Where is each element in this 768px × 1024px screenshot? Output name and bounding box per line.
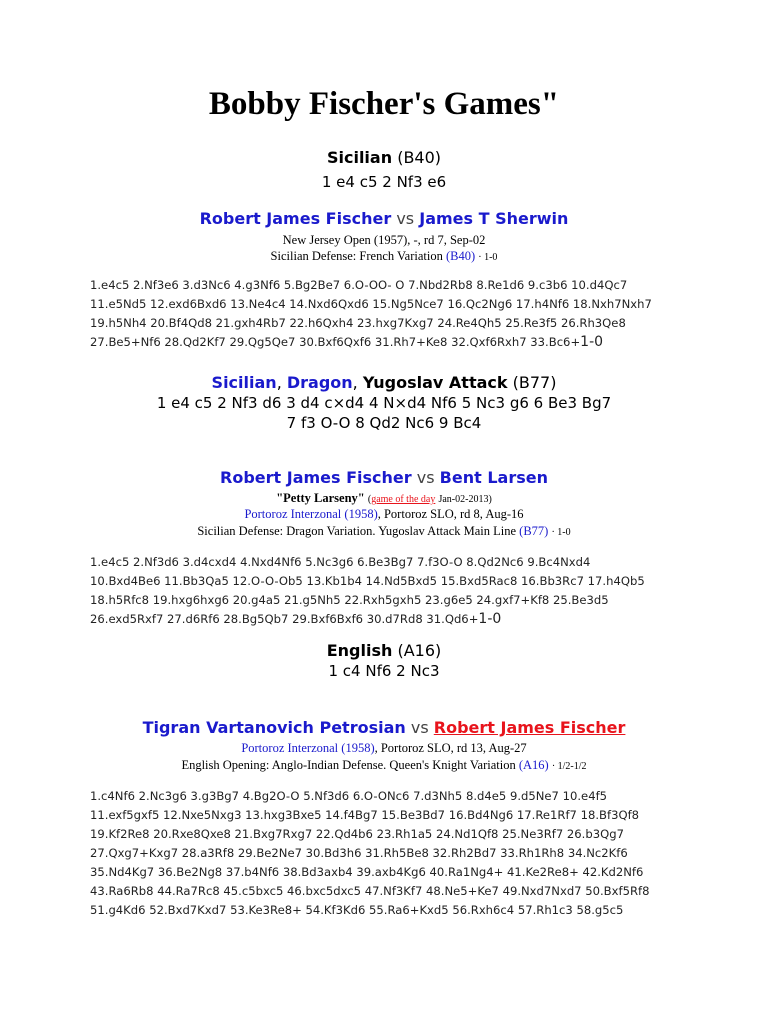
move-line: 43.Ra6Rb8 44.Ra7Rc8 45.c5bxc5 46.bxc5dxc5 47.Nf3Kf7 48.Ne5+Ke7 49.Nxd7Nxd7 50.Bxf5Rf8 [90,884,650,898]
opening-code: (A16) [397,641,442,660]
move-line [90,333,690,352]
move-line: 10.Bxd4Be6 11.Bb3Qa5 12.O-O-Ob5 13.Kb1b4 14.Nd5Bxd5 15.Bxd5Rac8 16.Bb3Rc7 17.h4Qb5 [90,574,645,588]
opening-moves-line1: 1 e4 c5 2 Nf3 d6 3 d4 c×d4 4 N×d4 Nf6 5 Nc3 g6 6 Be3 Bg7 [156,394,612,412]
result-small: · 1-0 [478,252,498,263]
opening-code: (B40) [397,148,442,167]
move-line-text: 26.exd5Rxf7 27.d6Rf6 28.Bg5Qb7 29.Bxf6Bxf6 30.d7Rd8 31.Qd6+ [90,612,479,626]
move-line [90,610,690,629]
white-player-link[interactable]: Tigran Vartanovich Petrosian [142,718,406,737]
game3-moves [90,787,690,920]
game-result: 1-0 [580,334,604,350]
move-line: 11.exf5gxf5 12.Nxe5Nxg3 13.hxg3Bxe5 14.f4Bg7 15.Be3Bd7 16.Bd4Ng6 17.Re1Rf7 18.Bf3Qf8 [90,808,640,822]
eco-link[interactable]: (B40) [445,249,476,263]
opening-header-dragon [0,373,768,433]
game2-players [0,468,768,488]
move-line: 11.e5Nd5 12.exd6Bxd6 13.Ne4c4 14.Nxd6Qxd6 15.Ng5Nce7 16.Qc2Ng6 17.h4Nf6 18.Nxh7Nxh7 [90,297,652,311]
black-player-link[interactable]: Robert James Fischer [433,718,626,737]
opening-title [0,148,768,168]
opening-code: (B77) [512,373,557,392]
black-player-link[interactable]: Bent Larsen [439,468,548,487]
move-line: 1.e4c5 2.Nf3d6 3.d4cxd4 4.Nxd4Nf6 5.Nc3g6 6.Be3Bg7 7.f3O-O 8.Qd2Nc6 9.Bc4Nxd4 [90,555,591,569]
move-line: 19.Kf2Re8 20.Rxe8Qxe8 21.Bxg7Rxg7 22.Qd4b6 23.Rh1a5 24.Nd1Qf8 25.Ne3Rf7 26.b3Qg7 [90,827,624,841]
result-small: · 1-0 [551,527,571,538]
game-of-the-day-link[interactable]: game of the day [371,494,436,505]
game2-event [0,506,768,523]
result-small: · 1/2-1/2 [551,761,587,772]
vs-label: vs [396,209,415,228]
gotd-date: Jan-02-2013) [438,494,492,505]
event-link[interactable]: Portoroz Interzonal (1958) [244,507,378,521]
move-line: 35.Nd4Kg7 36.Be2Ng8 37.b4Nf6 38.Bd3axb4 39.axb4Kg6 40.Ra1Ng4+ 41.Ke2Re8+ 42.Kd2Nf6 [90,865,644,879]
opening-name: English [326,641,393,660]
move-line: 27.Qxg7+Kxg7 28.a3Rf8 29.Be2Ne7 30.Bd3h6 31.Rh5Be8 32.Rh2Bd7 33.Rh1Rh8 34.Nc2Kf6 [90,846,628,860]
black-player-link[interactable]: James T Sherwin [419,209,569,228]
opening-text: Sicilian Defense: French Variation [270,249,443,263]
game3-opening-line [0,757,768,775]
opening-title [0,641,768,661]
opening-moves: 1 c4 Nf6 2 Nc3 [328,662,440,680]
move-line: 51.g4Kd6 52.Bxd7Kxd7 53.Ke3Re8+ 54.Kf3Kd6 55.Ra6+Kxd5 56.Rxh6c4 57.Rh1c3 58.g5c5 [90,903,624,917]
move-line: 18.h5Rfc8 19.hxg6hxg6 20.g4a5 21.g5Nh5 22.Rxh5gxh5 23.g6e5 24.gxf7+Kf8 25.Be3d5 [90,593,609,607]
opening-moves: 1 e4 c5 2 Nf3 e6 [321,173,447,191]
opening-moves-line2: 7 f3 O-O 8 Qd2 Nc6 9 Bc4 [286,414,482,432]
opening-link-dragon[interactable]: Dragon [286,373,353,392]
move-line: 1.e4c5 2.Nf3e6 3.d3Nc6 4.g3Nf6 5.Bg2Be7 6.O-OO- O 7.Nbd2Rb8 8.Re1d6 9.c3b6 10.d4Qc7 [90,278,628,292]
move-line: 1.c4Nf6 2.Nc3g6 3.g3Bg7 4.Bg2O-O 5.Nf3d6 6.O-ONc6 7.d3Nh5 8.d4e5 9.d5Ne7 10.e4f5 [90,789,608,803]
game1-moves [90,276,690,352]
game3-event [0,740,768,757]
vs-label: vs [410,718,429,737]
opening-header-english [0,641,768,681]
opening-text: English Opening: Anglo-Indian Defense. Queen's Knight Variation [181,758,516,772]
opening-link-sicilian[interactable]: Sicilian [211,373,277,392]
opening-title: Sicilian, Dragon, Yugoslav Attack (B77) [211,373,557,392]
white-player-link[interactable]: Robert James Fischer [220,468,412,487]
game1-event: New Jersey Open (1957), -, rd 7, Sep-02 [282,233,486,247]
event-details: , Portoroz SLO, rd 13, Aug-27 [374,741,527,755]
game3-players [0,718,768,738]
opening-name: Sicilian [326,148,393,167]
game1-players [0,209,768,229]
game2-moves [90,553,690,629]
eco-link[interactable]: (A16) [518,758,549,772]
game1-opening-line [0,248,768,266]
white-player-link[interactable]: Robert James Fischer [199,209,392,228]
opening-name-yugoslav: Yugoslav Attack [362,373,508,392]
opening-text: Sicilian Defense: Dragon Variation. Yugoslav Attack Main Line [197,524,517,538]
eco-link[interactable]: (B77) [519,524,549,538]
move-line-text: 27.Be5+Nf6 28.Qd2Kf7 29.Qg5Qe7 30.Bxf6Qxf6 31.Rh7+Ke8 32.Qxf6Rxh7 33.Bc6+ [90,335,581,349]
game-result: 1-0 [478,611,502,627]
event-details: , Portoroz SLO, rd 8, Aug-16 [377,507,524,521]
move-line: 19.h5Nh4 20.Bf4Qd8 21.gxh4Rb7 22.h6Qxh4 23.hxg7Kxg7 24.Re4Qh5 25.Re3f5 26.Rh3Qe8 [90,316,626,330]
event-link[interactable]: Portoroz Interzonal (1958) [241,741,375,755]
game2-opening-line [0,523,768,541]
opening-header-sicilian [0,148,768,192]
vs-label: vs [416,468,435,487]
game-nickname: "Petty Larseny" [276,491,365,505]
game2-nickname-line: "Petty Larseny" (game of the day Jan-02-2013) [276,491,492,505]
page-title: Bobby Fischer's Games" [208,86,560,122]
